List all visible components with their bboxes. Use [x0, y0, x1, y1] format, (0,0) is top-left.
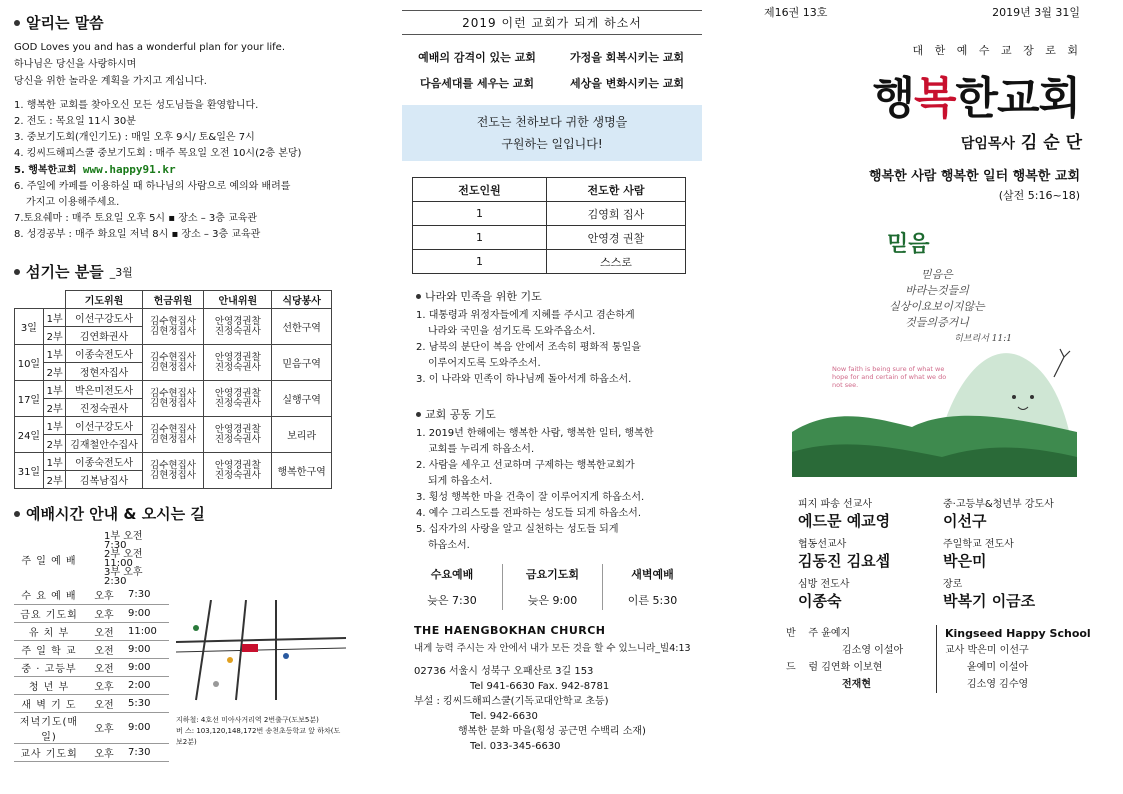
art-english-verse: Now faith is being sure of what we hope for and certain of what we do not see.: [832, 365, 947, 389]
phone-line: Tel. 033-345-6630: [470, 741, 561, 752]
evangelism-table: [412, 177, 686, 274]
service-ampm: 오전: [84, 622, 124, 640]
worship-time-row: [14, 694, 169, 712]
serve-date: 17일: [15, 381, 44, 417]
sunday-slots: [84, 532, 169, 586]
service-ampm: 오후: [84, 586, 124, 604]
serve-row: [15, 417, 332, 435]
worship-times-table: [14, 532, 169, 762]
service-name: 금요 기도회: [14, 604, 84, 622]
service-part: 1부: [43, 345, 66, 363]
address-line: 행복한 문화 마을(횡성 공근면 수백리 소재): [458, 726, 646, 737]
vision-item: 세상을 변화시키는 교회: [570, 77, 684, 90]
serve-table: [14, 290, 332, 489]
nation-prayer-list: [402, 308, 702, 388]
prayer-item: 되게 하옵소서.: [428, 476, 493, 487]
evangelism-row: [413, 202, 686, 226]
offering-member: 김현정집사: [150, 469, 196, 481]
phone-line: Tel 941-6630 Fax. 942-8781: [470, 681, 610, 692]
staff-member: [798, 575, 943, 611]
greeting-line: 하나님은 당신을 사랑하시며: [14, 59, 137, 70]
usher-members: [204, 309, 272, 345]
staff-member: [798, 535, 943, 571]
staff-name: 이선구: [943, 512, 987, 530]
service-name: 중 · 고등부: [14, 658, 84, 676]
prayer-item: 나라와 국민을 섬기도록 도와주옵소서.: [428, 326, 596, 337]
weekday-time: 늦은 7:30: [427, 594, 477, 607]
serve-month: _3월: [109, 265, 133, 279]
staff-name: 이종숙: [798, 592, 842, 610]
art-verse: [862, 267, 1012, 347]
vision-grid: [402, 49, 702, 91]
banner-line: 전도는 천하보다 귀한 생명을: [476, 115, 628, 129]
kitchen-group: 선한구역: [272, 309, 332, 345]
service-name: 청 년 부: [14, 676, 84, 694]
worship-time-row: [14, 658, 169, 676]
service-time: 2:00: [124, 676, 169, 694]
evangelism-banner: [402, 105, 702, 161]
service-time: 11:00: [124, 622, 169, 640]
empty-header: [43, 291, 66, 309]
worship-time-row: [14, 622, 169, 640]
offering-member: 김수현집사: [150, 387, 196, 399]
usher-members: [204, 381, 272, 417]
service-name: 주 일 학 교: [14, 640, 84, 658]
service-time: 9:00: [124, 712, 169, 743]
vision-item: 예배의 감격이 있는 교회: [418, 51, 536, 64]
usher-member: 진정숙권사: [214, 361, 261, 373]
offering-member: 김수현집사: [150, 351, 196, 363]
sunday-slot: 3부 오후 2:30: [104, 567, 143, 587]
notice-label: 5. 행복한교회: [14, 165, 77, 176]
prayer-item: 2. 사람을 세우고 선교하며 구제하는 행복한교회가: [416, 460, 635, 471]
phone-line: Tel. 942-6630: [470, 711, 538, 722]
kitchen-group: 보리라: [272, 417, 332, 453]
worship-section-title: [14, 503, 344, 524]
church-logo: [760, 62, 1090, 126]
art-verse-ref: 히브리서 11:1: [954, 334, 1012, 344]
greeting-line: 당신을 위한 놀라운 계획을 가지고 계십니다.: [14, 76, 207, 87]
staff-role: 피지 파송 선교사: [798, 499, 872, 510]
denomination: 대 한 예 수 교 장 로 회: [912, 44, 1082, 57]
service-part: 2부: [43, 471, 66, 489]
art-verse-line: 바라는것들의: [905, 284, 969, 297]
staff-role: 중·고등부&청년부 강도사: [943, 499, 1054, 510]
offering-member: 김수현집사: [150, 423, 196, 435]
motto-reference: (살전 5:16~18): [998, 189, 1080, 202]
notice-item: 7.토요쉐마 : 매주 토요일 오후 5시 ▪ 장소 – 3층 교육관: [14, 213, 258, 224]
staff-member: [943, 535, 1103, 571]
service-ampm: 오후: [84, 676, 124, 694]
service-ampm: 오전: [84, 658, 124, 676]
offering-member: 김현정집사: [150, 325, 196, 337]
usher-member: 진정숙권사: [214, 469, 261, 481]
service-name: 유 치 부: [14, 622, 84, 640]
service-time: 5:30: [124, 694, 169, 712]
sunday-row: [14, 532, 169, 586]
art-verse-line: 실상이요보이지않는: [889, 300, 985, 313]
sunday-label: 주 일 예 배: [21, 555, 77, 567]
prayer-item: 3. 이 나라와 민족이 하나님께 돌아서게 하옵소서.: [416, 374, 632, 385]
logo-part: 한교회: [955, 73, 1080, 124]
service-part: 1부: [43, 453, 66, 471]
pastor-name: 김 순 단: [1020, 133, 1082, 153]
service-ampm: 오전: [84, 694, 124, 712]
prayer-member: 진정숙권사: [66, 399, 142, 417]
staff-member: [798, 495, 943, 531]
church-address: [414, 664, 702, 754]
offering-member: 김현정집사: [150, 361, 196, 373]
prayer-item: 이루어지도록 도와주소서.: [428, 358, 541, 369]
weekday-services: [402, 564, 702, 610]
header-cell: 기도위원: [66, 291, 142, 309]
serve-row: [15, 381, 332, 399]
church-motto: 행복한 사람 행복한 일터 행복한 교회: [869, 169, 1080, 184]
serve-header-row: [15, 291, 332, 309]
band-line: 드 럼 김연화 이보현: [786, 662, 883, 673]
pastor-role: 담임목사: [960, 136, 1015, 152]
evangelism-count: 1: [413, 226, 547, 250]
header-cell: 안내위원: [204, 291, 272, 309]
service-ampm: 오후: [84, 604, 124, 622]
school-title: Kingseed Happy School: [945, 627, 1091, 640]
serve-date: 3일: [15, 309, 44, 345]
notice-item: 2. 전도 : 목요일 11시 30분: [14, 116, 136, 127]
offering-members: [142, 345, 204, 381]
worship-time-row: [14, 743, 169, 761]
church-title: 교회 공동 기도: [425, 408, 496, 421]
prayer-member: 이종숙전도사: [66, 345, 142, 363]
prayer-member: 김복남집사: [66, 471, 142, 489]
banner-line: 구원하는 일입니다!: [501, 137, 603, 151]
worship-time-row: [14, 586, 169, 604]
staff-list: [760, 495, 1090, 611]
service-part: 2부: [43, 363, 66, 381]
logo-part: 복: [913, 73, 956, 124]
map-caption-subway: 지하철: 4호선 미아사거리역 2번출구(도보5분): [176, 716, 319, 724]
prayer-member: 박은미전도사: [66, 381, 142, 399]
notice-item: 4. 킹씨드해피스쿨 중보기도회 : 매주 목요일 오전 10시(2층 본당): [14, 148, 302, 159]
prayer-member: 김재철안수집사: [66, 435, 142, 453]
school-line: 김소영 김수영: [967, 679, 1029, 690]
map-caption: [176, 715, 346, 748]
band-list: [786, 625, 936, 693]
serve-date: 10일: [15, 345, 44, 381]
offering-member: 김현정집사: [150, 433, 196, 445]
worship-time-row: [14, 676, 169, 694]
church-url-link[interactable]: www.happy91.kr: [82, 163, 176, 176]
header-cell: 전도한 사람: [547, 178, 686, 202]
art-verse-line: 것들의증거니: [905, 316, 969, 329]
band-line: 전재현: [842, 679, 871, 690]
map-drawing: [176, 600, 346, 710]
prayer-item: 5. 십자가의 사랑을 알고 실천하는 성도들 되게: [416, 524, 619, 535]
header-cell: 헌금위원: [142, 291, 204, 309]
school-list: [936, 625, 1106, 693]
usher-member: 진정숙권사: [214, 433, 261, 445]
service-time: 9:00: [124, 604, 169, 622]
evangelism-row: [413, 226, 686, 250]
prayer-member: 이선구강도사: [66, 309, 142, 327]
church-prayer-title: [416, 406, 702, 422]
serve-date: 24일: [15, 417, 44, 453]
bullet-icon: [416, 412, 421, 417]
worship-time-row: [14, 712, 169, 743]
staff-name: 김동진 김요셉: [798, 552, 891, 570]
service-part: 1부: [43, 381, 66, 399]
prayer-member: 이종숙전도사: [66, 453, 142, 471]
weekday-label: 새벽예배: [631, 568, 674, 581]
offering-members: [142, 381, 204, 417]
offering-members: [142, 417, 204, 453]
notice-item: 가지고 이용해주세요.: [26, 197, 120, 208]
evangelism-header-row: [413, 178, 686, 202]
staff-name: 박은미: [943, 552, 987, 570]
usher-member: 안영경권찰: [214, 459, 261, 471]
service-part: 2부: [43, 435, 66, 453]
band-line: 반 주 윤예지: [786, 628, 851, 639]
nation-prayer-title: [416, 288, 702, 304]
notice-item: 6. 주일에 카페를 이용하실 때 하나님의 사람으로 예의와 배려를: [14, 181, 291, 192]
bullet-icon: [416, 294, 421, 299]
church-prayer-list: [402, 426, 702, 554]
service-part: 1부: [43, 417, 66, 435]
offering-members: [142, 309, 204, 345]
weekday-service: [502, 564, 602, 610]
prayer-item: 4. 예수 그리스도를 전파하는 성도들 되게 하옵소서.: [416, 508, 641, 519]
weekday-time: 늦은 9:00: [527, 594, 578, 607]
vision-item: 가정을 회복시키는 교회: [570, 51, 684, 64]
weekday-service: [402, 564, 502, 610]
usher-members: [204, 345, 272, 381]
times-body: [14, 586, 169, 761]
bullet-icon: [14, 511, 20, 517]
service-ampm: 오후: [84, 712, 124, 743]
weekday-time: 이른 5:30: [627, 594, 678, 607]
senior-pastor: [760, 128, 1090, 153]
staff-member: [943, 575, 1103, 611]
art-verse-line: 믿음은: [921, 268, 953, 281]
map-caption-bus: 버 스: 103,120,148,172번 송천초등학교 앞 하차(도보2분): [176, 727, 341, 746]
serve-body: [15, 309, 332, 489]
service-name: 교사 기도회: [14, 743, 84, 761]
serve-section-title: [14, 261, 344, 282]
evangelist-name: 안영경 권찰: [547, 226, 686, 250]
evangelism-row: [413, 250, 686, 274]
staff-role: 주일학교 전도사: [943, 539, 1014, 550]
service-time: 7:30: [124, 743, 169, 761]
issue-date: 2019년 3월 31일: [992, 6, 1080, 19]
prayer-item: 교회를 누리게 하옵소서.: [428, 444, 535, 455]
serve-date: 31일: [15, 453, 44, 489]
service-time: 9:00: [124, 640, 169, 658]
greeting: [14, 39, 344, 90]
service-time: 7:30: [124, 586, 169, 604]
vision-title: 2019 이런 교회가 되게 하소서: [402, 10, 702, 35]
church-english-name: THE HAENGBOKHAN CHURCH: [414, 624, 606, 637]
service-part: 2부: [43, 399, 66, 417]
offering-member: 김수현집사: [150, 459, 196, 471]
evangelism-count: 1: [413, 202, 547, 226]
offering-member: 김수현집사: [150, 315, 196, 327]
school-line: 윤예미 이설아: [967, 662, 1029, 673]
evangelist-name: 김영희 집사: [547, 202, 686, 226]
service-time: 9:00: [124, 658, 169, 676]
logo-part: 행: [872, 73, 914, 124]
weekday-service: [602, 564, 702, 610]
weekday-label: 수요예배: [430, 568, 474, 581]
notice-list: [14, 98, 344, 243]
address-line: 02736 서울시 성북구 오패산로 3길 153: [414, 666, 594, 677]
address-line: 부설 : 킹씨드해피스쿨(기독교대안학교 초등): [414, 696, 609, 707]
mountain-art: [792, 217, 1077, 477]
weekday-label: 금요기도회: [525, 568, 580, 581]
service-part: 1부: [43, 309, 66, 327]
header-cell: 전도인원: [413, 178, 547, 202]
prayer-member: 김연화권사: [66, 327, 142, 345]
serve-row: [15, 309, 332, 327]
evangelism-body: [413, 202, 686, 274]
prayer-item: 1. 2019년 한해에는 행복한 사람, 행복한 일터, 행복한: [416, 428, 654, 439]
art-title: 믿음: [887, 232, 930, 257]
header-cell: 식당봉사: [272, 291, 332, 309]
vision-item: 다음세대를 세우는 교회: [420, 77, 534, 90]
middle-column: [402, 0, 702, 794]
usher-member: 진정숙권사: [214, 397, 261, 409]
service-part: 2부: [43, 327, 66, 345]
usher-members: [204, 417, 272, 453]
notice-item: 8. 성경공부 : 매주 화요일 저녁 8시 ▪ 장소 – 3층 교육관: [14, 229, 261, 240]
band-line: 김소영 이설아: [842, 645, 904, 656]
sunday-slot: 1부 오전 7:30: [104, 531, 143, 551]
staff-name: 박복기 이금조: [943, 592, 1036, 610]
prayer-item: 1. 대통령과 위정자들에게 지혜를 주시고 겸손하게: [416, 310, 635, 321]
right-column: [760, 0, 1090, 794]
staff-role: 심방 전도사: [798, 579, 850, 590]
serve-title: 섬기는 분들: [26, 263, 104, 281]
prayer-item: 2. 남북의 분단이 복음 안에서 조속히 평화적 통일을: [416, 342, 641, 353]
worship-title: 예배시간 안내 & 오시는 길: [26, 505, 205, 523]
evangelist-name: 스스로: [547, 250, 686, 274]
staff-role: 장로: [943, 579, 963, 590]
usher-member: 안영경권찰: [214, 423, 261, 435]
service-name: 수 요 예 배: [14, 586, 84, 604]
serve-row: [15, 345, 332, 363]
kitchen-group: 행복한구역: [272, 453, 332, 489]
kitchen-group: 믿음구역: [272, 345, 332, 381]
issue-header: [760, 4, 1090, 20]
announce-section-title: [14, 12, 344, 33]
prayer-member: 이선구강도사: [66, 417, 142, 435]
volume-number: 제16권 13호: [764, 6, 828, 19]
empty-header: [15, 291, 44, 309]
prayer-member: 정현자집사: [66, 363, 142, 381]
nation-title: 나라와 민족을 위한 기도: [425, 290, 542, 303]
worship-time-row: [14, 640, 169, 658]
announce-title: 알리는 말씀: [26, 14, 104, 32]
service-name: 저녁기도(매일): [14, 712, 84, 743]
kitchen-group: 실행구역: [272, 381, 332, 417]
greeting-line: GOD Loves you and has a wonderful plan for your life.: [14, 42, 286, 53]
usher-member: 안영경권찰: [214, 387, 261, 399]
usher-member: 안영경권찰: [214, 351, 261, 363]
serve-row: [15, 453, 332, 471]
school-line: 교사 박은미 이선구: [945, 645, 1029, 656]
staff-member: [943, 495, 1103, 531]
service-name: 새 벽 기 도: [14, 694, 84, 712]
bullet-icon: [14, 20, 20, 26]
left-column: [14, 0, 344, 794]
service-ampm: 오전: [84, 640, 124, 658]
staff-role: 협동선교사: [798, 539, 847, 550]
faith-illustration: [792, 217, 1077, 477]
band-and-school: [760, 625, 1090, 693]
usher-member: 진정숙권사: [214, 325, 261, 337]
offering-members: [142, 453, 204, 489]
usher-members: [204, 453, 272, 489]
notice-item: 3. 중보기도회(개인기도) : 매일 오후 9시/ 토&일은 7시: [14, 132, 255, 143]
sunday-slot: 2부 오전 11:00: [104, 549, 143, 569]
worship-time-row: [14, 604, 169, 622]
offering-member: 김현정집사: [150, 397, 196, 409]
evangelism-count: 1: [413, 250, 547, 274]
notice-item: [14, 162, 344, 179]
prayer-item: 하옵소서.: [428, 540, 470, 551]
notice-item: 1. 행복한 교회를 찾아오신 모든 성도님들을 환영합니다.: [14, 100, 259, 111]
prayer-item: 3. 횡성 행복한 마을 건축이 잘 이루어지게 하옵소서.: [416, 492, 645, 503]
usher-member: 안영경권찰: [214, 315, 261, 327]
bullet-icon: [14, 269, 20, 275]
church-verse: 내게 능력 주시는 자 안에서 내가 모든 것을 할 수 있느니라_빌4:13: [414, 643, 691, 654]
church-map: [176, 600, 346, 746]
service-ampm: 오후: [84, 743, 124, 761]
staff-name: 에드문 예교영: [798, 512, 891, 530]
